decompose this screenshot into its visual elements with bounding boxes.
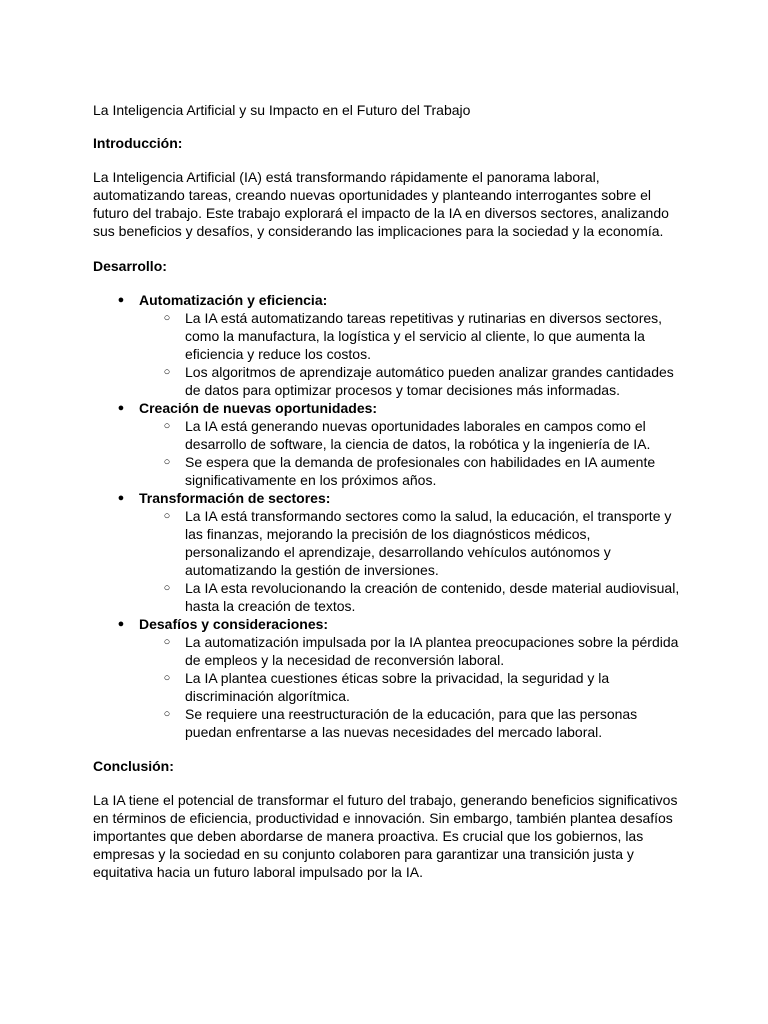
sub-list-item: [139, 633, 683, 669]
intro-heading: Introducción:: [93, 135, 183, 151]
sub-list: [139, 309, 683, 399]
sub-list: [139, 417, 683, 489]
bullet-circle-icon: ○: [163, 312, 171, 324]
sub-list-item: [139, 705, 683, 741]
list-item-transformation: [93, 489, 683, 615]
sub-list-item: [139, 417, 683, 453]
document-page: [93, 101, 683, 898]
item-title: Automatización y eficiencia:: [139, 292, 328, 308]
sub-list-item: [139, 507, 683, 579]
sub-list-item: [139, 363, 683, 399]
bullet-disc-icon: ●: [117, 618, 125, 630]
item-title: Desafíos y consideraciones:: [139, 616, 329, 632]
conclusion-paragraph: La IA tiene el potencial de transformar el futuro del trabajo, generando beneficios significativos en términos de eficiencia, productividad e innovación. Sin embargo, también plantea desafíos importantes que deben abordarse de manera proactiva. Es crucial que los gobiernos, las empresas y la sociedad en su conjunto colaboren para garantizar una transición justa y equitativa hacia un futuro laboral impulsado por la IA.: [93, 792, 678, 880]
sub-item-text: La IA esta revolucionando la creación de contenido, desde material audiovisual, hasta la creación de textos.: [185, 580, 680, 614]
bullet-circle-icon: ○: [163, 708, 171, 720]
development-heading: Desarrollo:: [93, 258, 167, 274]
bullet-disc-icon: ●: [117, 294, 125, 306]
bullet-circle-icon: ○: [163, 420, 171, 432]
sub-list-item: [139, 453, 683, 489]
sub-item-text: Se espera que la demanda de profesionales con habilidades en IA aumente significativamente en los próximos años.: [185, 454, 656, 488]
sub-list-item: [139, 579, 683, 615]
sub-list-item: [139, 669, 683, 705]
bullet-disc-icon: ●: [117, 402, 125, 414]
list-item-automation: [93, 291, 683, 399]
sub-list: [139, 507, 683, 615]
sub-list-item: [139, 309, 683, 363]
sub-item-text: Se requiere una reestructuración de la educación, para que las personas puedan enfrentarse a las nuevas necesidades del mercado laboral.: [185, 706, 638, 740]
sub-item-text: La IA está generando nuevas oportunidades laborales en campos como el desarrollo de software, la ciencia de datos, la robótica y la ingeniería de IA.: [185, 418, 651, 452]
bullet-circle-icon: ○: [163, 456, 171, 468]
list-item-challenges: [93, 615, 683, 741]
bullet-circle-icon: ○: [163, 582, 171, 594]
bullet-circle-icon: ○: [163, 672, 171, 684]
document-title: La Inteligencia Artificial y su Impacto en el Futuro del Trabajo: [93, 102, 471, 118]
bullet-circle-icon: ○: [163, 366, 171, 378]
development-list: [93, 291, 683, 741]
bullet-circle-icon: ○: [163, 510, 171, 522]
sub-item-text: La IA plantea cuestiones éticas sobre la privacidad, la seguridad y la discriminación algorítmica.: [185, 670, 610, 704]
conclusion-heading: Conclusión:: [93, 758, 174, 774]
intro-paragraph: La Inteligencia Artificial (IA) está transformando rápidamente el panorama laboral, automatizando tareas, creando nuevas oportunidades y planteando interrogantes sobre el futuro del trabajo. Este trabajo explorará el impacto de la IA en diversos sectores, analizando sus beneficios y desafíos, y considerando las implicaciones para la sociedad y la economía.: [93, 169, 669, 239]
sub-item-text: La automatización impulsada por la IA plantea preocupaciones sobre la pérdida de empleos y la necesidad de reconversión laboral.: [185, 634, 679, 668]
sub-item-text: La IA está transformando sectores como la salud, la educación, el transporte y las finanzas, mejorando la precisión de los diagnósticos médicos, personalizando el aprendizaje, desarrollando vehículos autónomos y automatizando la gestión de inversiones.: [185, 508, 672, 578]
sub-item-text: La IA está automatizando tareas repetitivas y rutinarias en diversos sectores, como la manufactura, la logística y el servicio al cliente, lo que aumenta la eficiencia y reduce los costos.: [185, 310, 663, 362]
sub-list: [139, 633, 683, 741]
bullet-circle-icon: ○: [163, 636, 171, 648]
sub-item-text: Los algoritmos de aprendizaje automático pueden analizar grandes cantidades de datos para optimizar procesos y tomar decisiones más informadas.: [185, 364, 674, 398]
item-title: Creación de nuevas oportunidades:: [139, 400, 378, 416]
bullet-disc-icon: ●: [117, 492, 125, 504]
item-title: Transformación de sectores:: [139, 490, 331, 506]
list-item-opportunities: [93, 399, 683, 489]
